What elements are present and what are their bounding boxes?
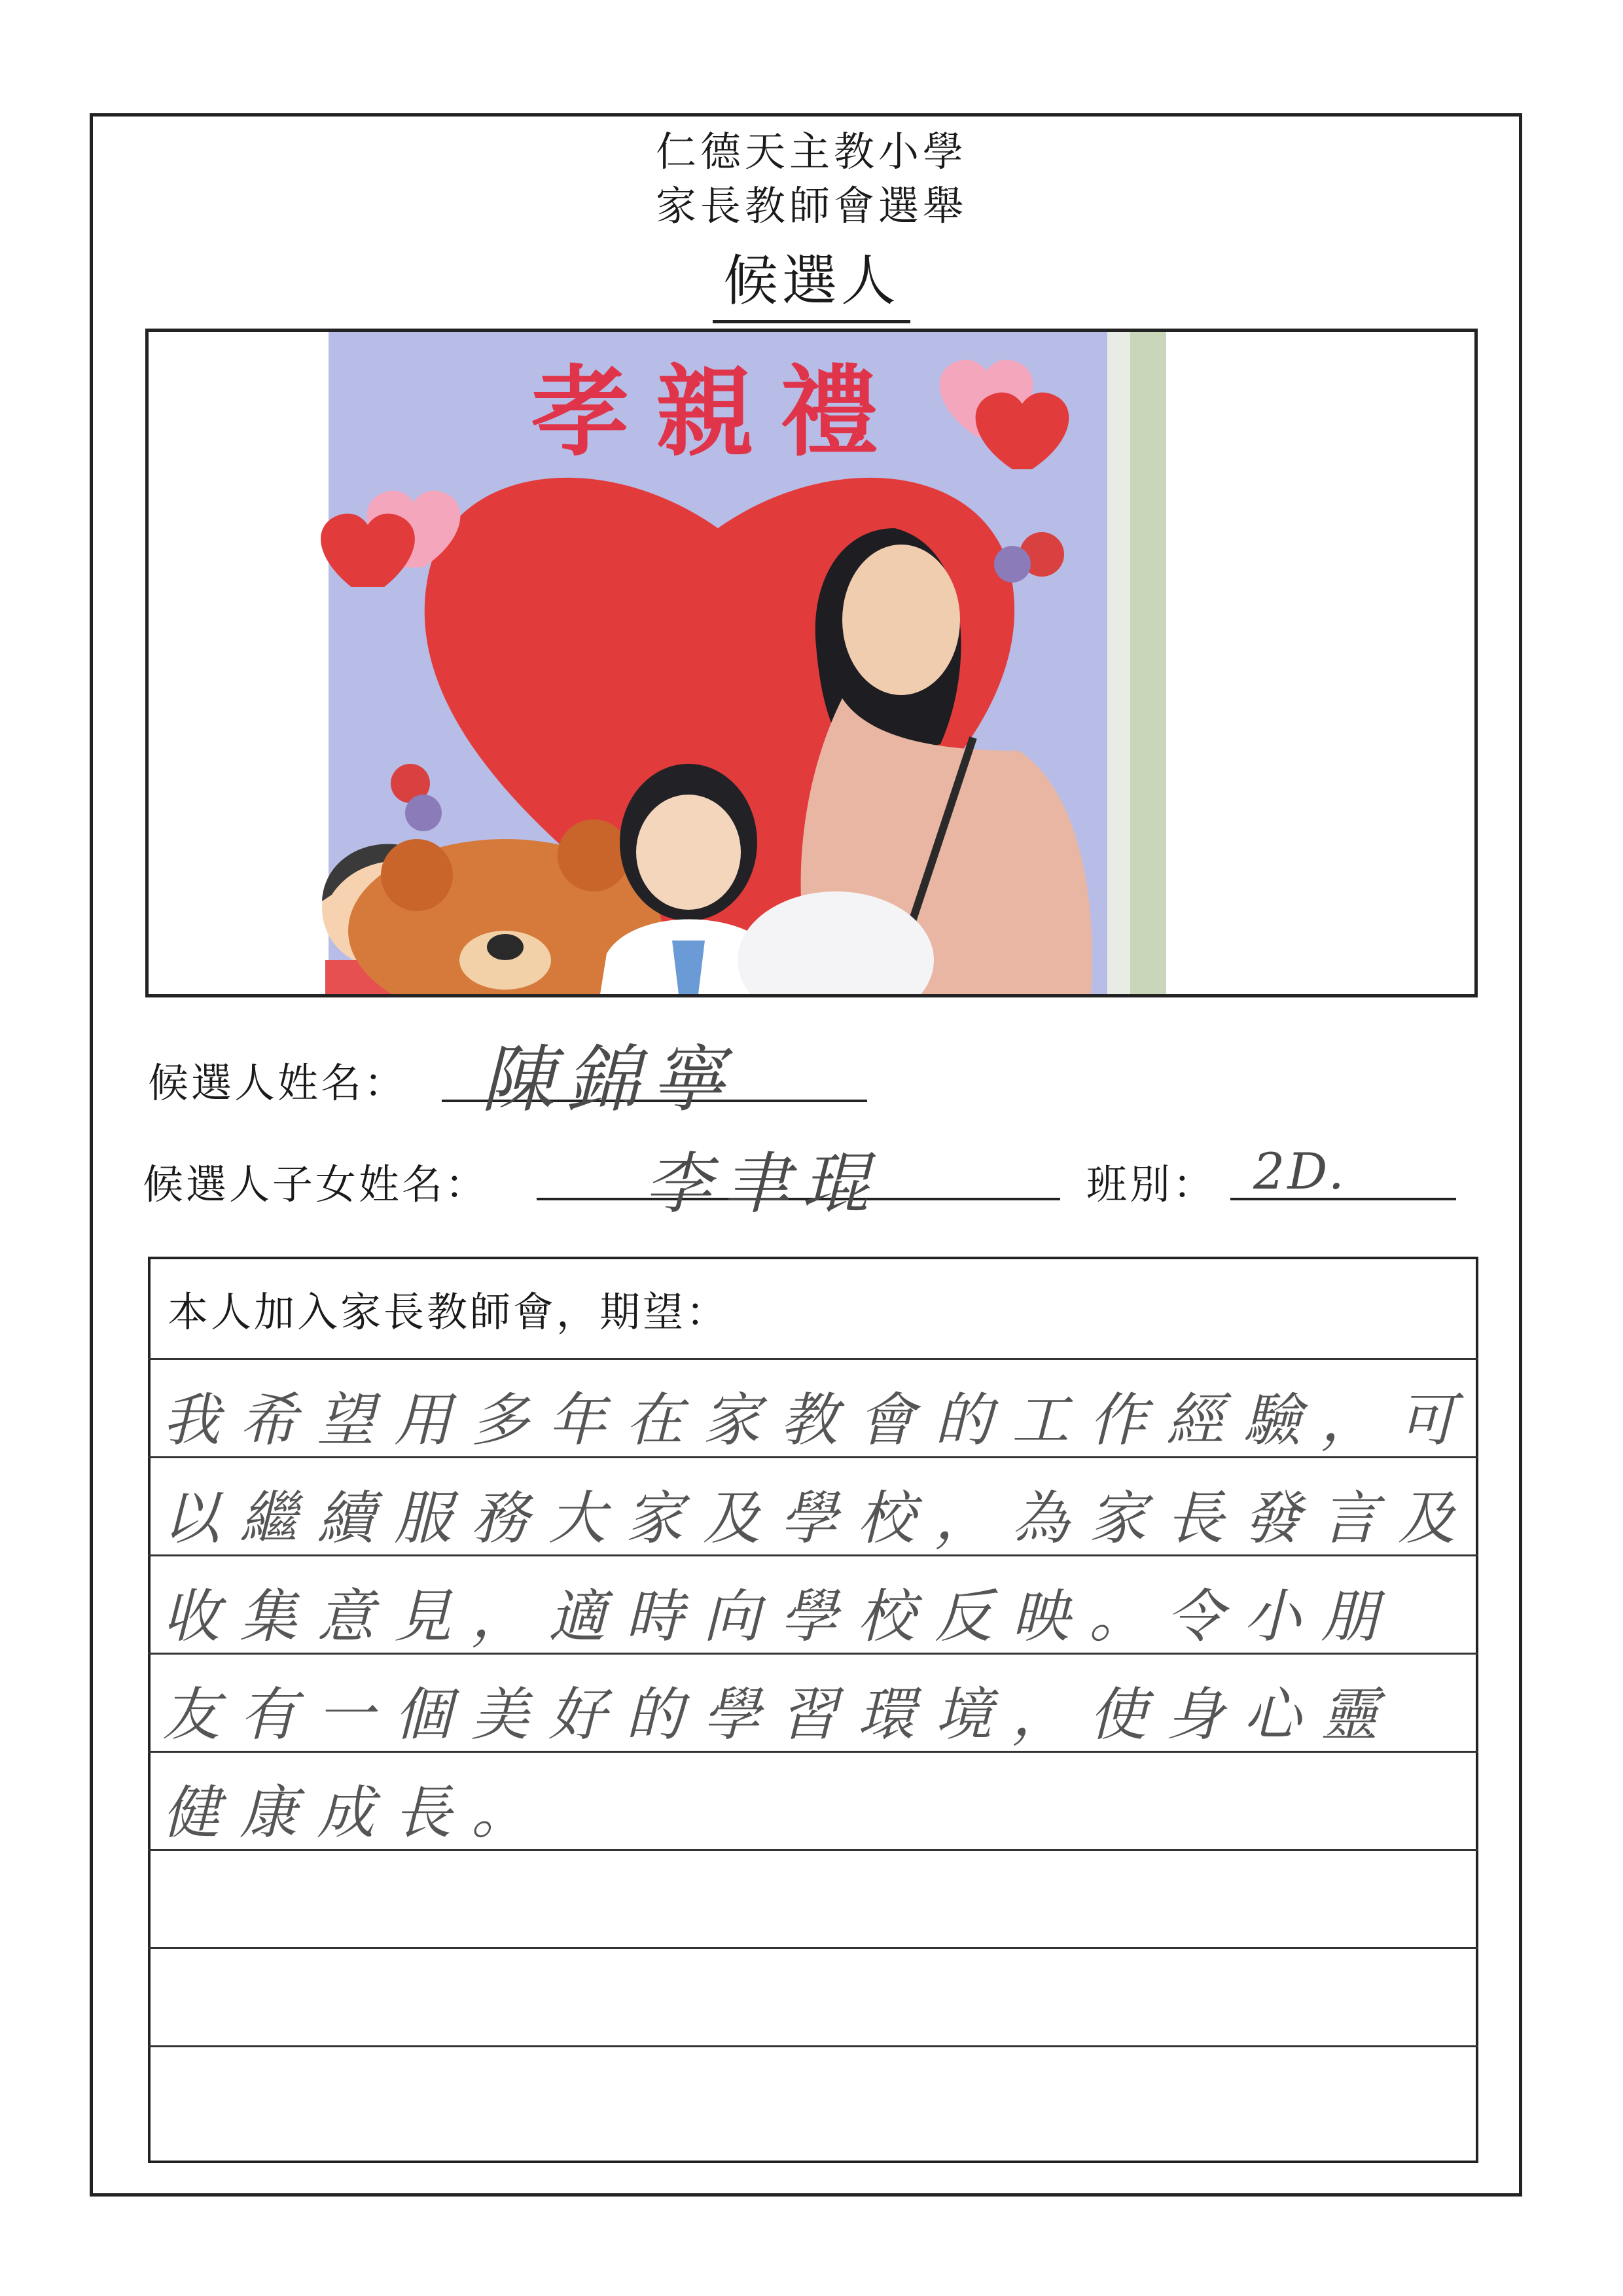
- candidate-name-field[interactable]: 陳錦寧: [481, 1037, 736, 1122]
- candidate-photo: [149, 332, 1474, 994]
- writing-rule: [148, 1358, 1478, 1360]
- class-field[interactable]: 2D.: [1253, 1142, 1347, 1200]
- expectation-line[interactable]: 我希望用多年在家教會的工作經驗，可: [162, 1386, 1476, 1454]
- expectation-line[interactable]: 收集意見，適時向學校反映。令小朋: [162, 1583, 1399, 1650]
- candidate-name-label: 候選人姓名：: [148, 1059, 408, 1107]
- election-title: 家長教師會選舉: [655, 182, 967, 230]
- banner-text: 孝親禮: [531, 356, 905, 470]
- expectation-line[interactable]: 友有一個美好的學習環境，使身心靈: [162, 1681, 1399, 1748]
- child-name-label: 候選人子女姓名：: [143, 1160, 489, 1208]
- expectation-line[interactable]: 以繼續服務大家及學校，為家長發言及: [162, 1484, 1476, 1552]
- form-heading: [0, 237, 1623, 323]
- school-name: 仁德天主教小學: [655, 128, 967, 175]
- class-label: 班別：: [1086, 1160, 1217, 1208]
- expectation-line[interactable]: 健康成長。: [162, 1779, 549, 1846]
- child-name-field[interactable]: 李聿琨: [645, 1145, 880, 1223]
- candidate-photo-frame: [145, 329, 1478, 997]
- writing-rule: [148, 1947, 1478, 1949]
- expectation-title: 本人加入家長教師會，期望：: [168, 1288, 730, 1336]
- form-heading-text: 候選人: [713, 237, 910, 323]
- writing-rule: [148, 2045, 1478, 2047]
